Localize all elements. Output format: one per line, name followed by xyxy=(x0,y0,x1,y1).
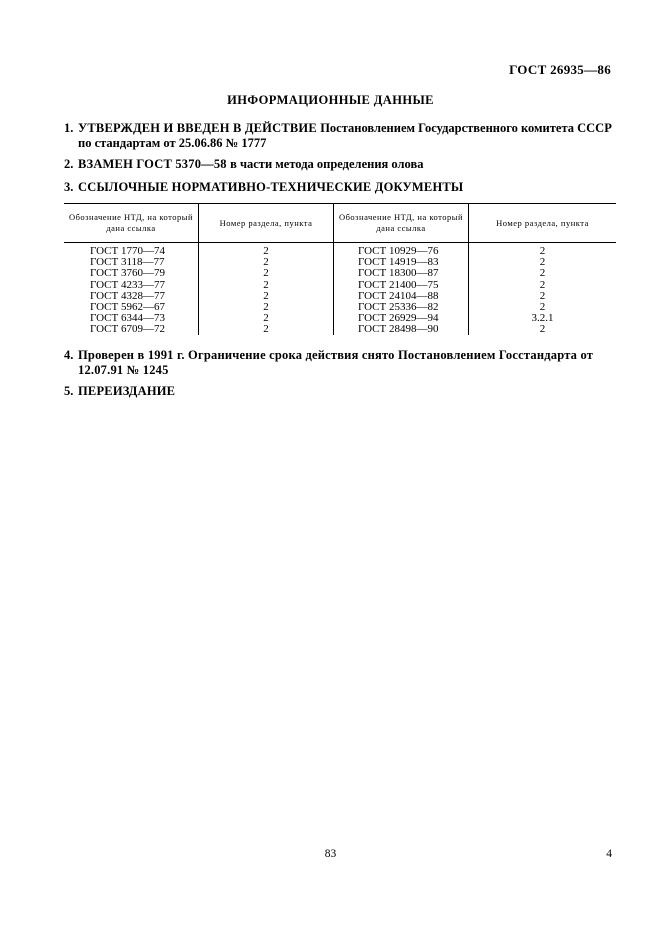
info-item-replaces xyxy=(64,157,614,172)
header-divider xyxy=(198,204,199,242)
reference-documents-table xyxy=(64,203,616,335)
table-cell: 2 xyxy=(539,289,546,302)
item-text: Постановлением Государственного комитета СССР по стандартам от 25.06.86 № 1777 xyxy=(78,121,612,150)
table-cell: ГОСТ 26929—94 xyxy=(358,312,439,325)
table-cell: 2 xyxy=(539,323,546,336)
info-item-reissue xyxy=(64,384,614,399)
table-cell: ГОСТ 24104—88 xyxy=(358,289,439,302)
page-number: 83 xyxy=(324,848,337,860)
table-cell: 2 xyxy=(539,301,546,314)
left-designation-column xyxy=(90,246,190,336)
item-number: 3. xyxy=(64,180,74,194)
table-cell: 2 xyxy=(539,278,546,291)
item-lead: УТВЕРЖДЕН И ВВЕДЕН В ДЕЙСТВИЕ xyxy=(78,121,321,135)
table-cell: 2 xyxy=(263,323,269,336)
item-lead: ПЕРЕИЗДАНИЕ xyxy=(78,384,176,398)
table-cell: ГОСТ 14919—83 xyxy=(358,256,439,269)
item-lead: ССЫЛОЧНЫЕ НОРМАТИВНО-ТЕХНИЧЕСКИЕ ДОКУМЕНТЫ xyxy=(78,180,464,194)
column-divider xyxy=(333,243,334,335)
right-section-column xyxy=(469,246,616,336)
table-cell: ГОСТ 18300—87 xyxy=(358,267,439,280)
table-cell: 2 xyxy=(539,256,546,269)
table-cell: ГОСТ 3118—77 xyxy=(90,256,165,269)
table-cell: 2 xyxy=(263,312,269,325)
table-cell: 2 xyxy=(263,245,269,257)
table-cell: ГОСТ 6344—73 xyxy=(90,312,165,325)
table-cell: 2 xyxy=(539,267,546,280)
header-divider xyxy=(333,204,334,242)
table-cell: 2 xyxy=(263,267,269,280)
info-item-revision xyxy=(64,348,614,378)
item-lead: Проверен в 1991 г. Ограничение срока действия снято Постановлением Госстандарта от 12.07.91 № 1245 xyxy=(78,348,594,377)
table-cell: 2 xyxy=(263,301,269,314)
item-number: 5. xyxy=(64,384,74,398)
header-designation-right: Обозначение НТД, на который дана ссылка xyxy=(338,212,464,233)
table-header xyxy=(64,204,616,243)
header-divider xyxy=(468,204,469,242)
info-item-references xyxy=(64,180,614,195)
info-item-approved xyxy=(64,121,614,151)
table-cell: 2 xyxy=(263,256,269,269)
table-cell: ГОСТ 4328—77 xyxy=(90,289,165,302)
table-cell: ГОСТ 1770—74 xyxy=(90,245,165,257)
table-cell: ГОСТ 3760—79 xyxy=(90,267,165,280)
table-cell: 2 xyxy=(263,289,269,302)
table-cell: 2 xyxy=(263,278,269,291)
table-cell: 3.2.1 xyxy=(531,312,554,325)
table-cell: ГОСТ 28498—90 xyxy=(358,323,439,336)
table-body xyxy=(64,243,616,335)
table-cell: ГОСТ 10929—76 xyxy=(358,245,439,257)
item-number: 1. xyxy=(64,121,74,135)
header-section-right: Номер раздела, пункта xyxy=(496,217,589,228)
page-title: ИНФОРМАЦИОННЫЕ ДАННЫЕ xyxy=(227,93,434,107)
table-cell: ГОСТ 21400—75 xyxy=(358,278,439,291)
sheet-number: 4 xyxy=(606,848,612,860)
right-designation-column xyxy=(358,246,464,336)
table-cell: ГОСТ 25336—82 xyxy=(358,301,439,314)
table-cell: 2 xyxy=(539,245,546,257)
item-text: в части метода определения олова xyxy=(230,157,424,171)
header-section-left: Номер раздела, пункта xyxy=(219,217,313,228)
left-section-column xyxy=(199,246,333,336)
table-cell: ГОСТ 6709—72 xyxy=(90,323,165,336)
item-number: 2. xyxy=(64,157,74,171)
header-designation-left: Обозначение НТД, на который дана ссылка xyxy=(68,212,194,233)
item-number: 4. xyxy=(64,348,74,362)
document-code: ГОСТ 26935—86 xyxy=(509,62,611,77)
table-cell: ГОСТ 5962—67 xyxy=(90,301,165,314)
item-lead: ВЗАМЕН ГОСТ 5370—58 xyxy=(78,157,231,171)
table-cell: ГОСТ 4233—77 xyxy=(90,278,165,291)
